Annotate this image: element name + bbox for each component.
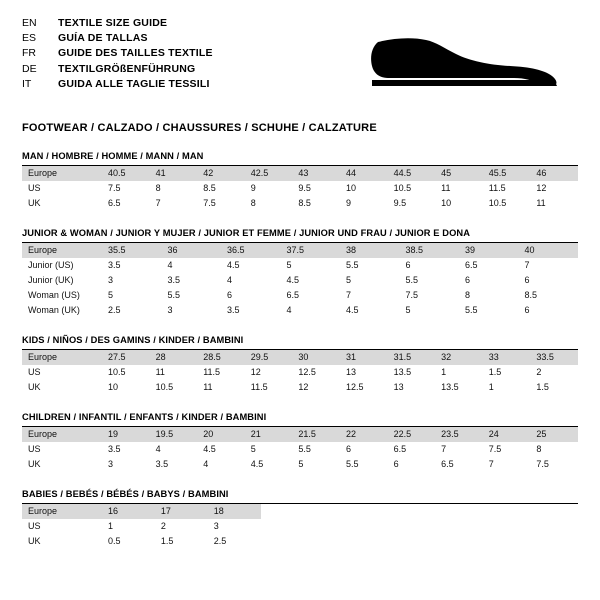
cell: 27.5 xyxy=(102,350,150,365)
cell: 5.5 xyxy=(167,290,181,300)
cell: 5 xyxy=(250,444,256,454)
cell-empty xyxy=(314,534,367,549)
cell: 2.5 xyxy=(108,305,121,315)
cell: 4.5 xyxy=(203,444,216,454)
cell: 8.5 xyxy=(298,198,311,208)
cell: 31 xyxy=(340,350,388,365)
row-label: UK xyxy=(28,382,41,392)
cell: 43 xyxy=(292,166,340,181)
cell: 8 xyxy=(536,444,542,454)
cell: 11.5 xyxy=(250,382,268,392)
cell: 4 xyxy=(203,459,209,469)
cell: 6.5 xyxy=(108,198,121,208)
cell: 11.5 xyxy=(203,367,221,377)
row-label: Junior (US) xyxy=(28,260,74,270)
language-title: TEXTILE SIZE GUIDE xyxy=(58,17,168,29)
cell: 36 xyxy=(162,243,222,258)
cell: 2 xyxy=(160,521,166,531)
cell: 12.5 xyxy=(345,382,364,392)
block-title: BABIES / BEBÉS / BÉBÉS / BABYS / BAMBINI xyxy=(22,489,229,499)
table-row xyxy=(22,243,578,258)
cell: 13.5 xyxy=(393,367,412,377)
cell: 8 xyxy=(155,183,161,193)
row-label: UK xyxy=(28,198,41,208)
cell: 3 xyxy=(213,521,219,531)
cell-empty xyxy=(314,504,367,519)
cell: 35.5 xyxy=(102,243,162,258)
cell: 1 xyxy=(108,521,114,531)
table-row xyxy=(22,166,578,181)
cell: 36.5 xyxy=(221,243,281,258)
cell: 31.5 xyxy=(388,350,436,365)
block-title: JUNIOR & WOMAN / JUNIOR Y MUJER / JUNIOR ET FEMME / JUNIOR UND FRAU / JUNIOR E DONA xyxy=(22,228,471,238)
cell: 3.5 xyxy=(167,275,181,285)
cell: 8.5 xyxy=(524,290,538,300)
cell: 5 xyxy=(405,305,411,315)
cell: 28 xyxy=(150,350,198,365)
cell: 10.5 xyxy=(108,367,126,377)
cell: 9 xyxy=(250,183,256,193)
cell: 19.5 xyxy=(150,427,198,442)
language-title: GUIDE DES TAILLES TEXTILE xyxy=(58,47,213,60)
cell: 7.5 xyxy=(203,198,216,208)
cell: 17 xyxy=(155,504,208,519)
language-title: GUIDA ALLE TAGLIE TESSILI xyxy=(58,77,210,90)
cell: 3.5 xyxy=(108,444,121,454)
cell: 6.5 xyxy=(286,290,300,300)
cell: 10 xyxy=(108,382,119,392)
cell: 7 xyxy=(524,260,530,270)
cell: 0.5 xyxy=(108,536,121,546)
cell: 5 xyxy=(286,260,292,270)
cell-empty xyxy=(419,534,472,549)
cell: 42 xyxy=(197,166,245,181)
cell: 18 xyxy=(208,504,261,519)
cell: 1.5 xyxy=(160,536,174,546)
table-row xyxy=(22,288,578,303)
language-code: ES xyxy=(22,32,37,45)
size-block-kids xyxy=(22,335,578,395)
cell: 6 xyxy=(393,459,399,469)
row-label: US xyxy=(28,521,41,531)
cell: 4 xyxy=(155,444,161,454)
size-table xyxy=(22,243,578,318)
cell: 12 xyxy=(298,382,309,392)
table-row xyxy=(22,303,578,318)
row-label: Europe xyxy=(22,504,102,519)
cell: 4 xyxy=(167,260,173,270)
language-row xyxy=(22,16,213,31)
cell-empty xyxy=(419,504,472,519)
cell: 4.5 xyxy=(346,305,359,315)
cell: 22.5 xyxy=(388,427,436,442)
row-label: US xyxy=(28,183,41,193)
cell-empty xyxy=(261,504,314,519)
cell: 7 xyxy=(441,444,447,454)
cell: 5.5 xyxy=(298,444,311,454)
cell-empty xyxy=(366,534,419,549)
size-table xyxy=(22,504,578,549)
cell: 10.5 xyxy=(488,198,507,208)
row-label: Europe xyxy=(22,350,102,365)
cell: 3.5 xyxy=(108,260,121,270)
cell: 7.5 xyxy=(536,459,549,469)
cell: 7 xyxy=(155,198,161,208)
cell: 13 xyxy=(393,382,404,392)
cell-empty xyxy=(525,504,578,519)
cell-empty xyxy=(472,534,525,549)
cell: 39 xyxy=(459,243,519,258)
cell: 7.5 xyxy=(488,444,502,454)
cell: 13 xyxy=(345,367,356,377)
cell: 45.5 xyxy=(483,166,531,181)
table-row xyxy=(22,181,578,196)
cell-empty xyxy=(472,504,525,519)
block-title: CHILDREN / INFANTIL / ENFANTS / KINDER / BAMBINI xyxy=(22,412,267,422)
cell: 16 xyxy=(102,504,155,519)
cell: 5 xyxy=(108,290,114,300)
cell: 8 xyxy=(465,290,471,300)
cell: 11.5 xyxy=(488,183,506,193)
cell: 10.5 xyxy=(393,183,412,193)
table-row xyxy=(22,380,578,395)
cell: 1 xyxy=(488,382,494,392)
cell: 40.5 xyxy=(102,166,150,181)
size-block-children xyxy=(22,412,578,472)
row-label: Europe xyxy=(22,243,102,258)
cell-empty xyxy=(366,504,419,519)
cell: 38 xyxy=(340,243,400,258)
block-title: MAN / HOMBRE / HOMME / MANN / MAN xyxy=(22,151,204,161)
cell: 44.5 xyxy=(388,166,436,181)
cell: 6.5 xyxy=(441,459,454,469)
cell: 23.5 xyxy=(435,427,483,442)
cell: 12 xyxy=(536,183,547,193)
cell: 7 xyxy=(346,290,352,300)
cell: 5.5 xyxy=(465,305,478,315)
cell: 5 xyxy=(346,275,352,285)
language-row xyxy=(22,62,213,77)
cell: 6 xyxy=(465,275,471,285)
cell: 1 xyxy=(441,367,447,377)
cell: 4.5 xyxy=(250,459,264,469)
cell: 9.5 xyxy=(298,183,311,193)
cell: 33.5 xyxy=(530,350,578,365)
cell: 11 xyxy=(536,198,546,208)
cell-empty xyxy=(366,519,419,534)
language-code: EN xyxy=(22,17,37,29)
cell: 45 xyxy=(435,166,483,181)
cell: 22 xyxy=(340,427,388,442)
cell: 13.5 xyxy=(441,382,459,392)
cell-empty xyxy=(472,519,525,534)
row-label: US xyxy=(28,367,41,377)
cell: 28.5 xyxy=(197,350,245,365)
cell: 12 xyxy=(250,367,261,377)
row-label: Woman (US) xyxy=(28,290,80,300)
language-code: IT xyxy=(22,77,32,90)
cell: 20 xyxy=(197,427,245,442)
size-block-babies xyxy=(22,489,578,549)
cell: 10 xyxy=(441,198,452,208)
cell: 4.5 xyxy=(286,275,300,285)
cell: 10.5 xyxy=(155,382,174,392)
cell: 4 xyxy=(286,305,292,315)
size-table xyxy=(22,350,578,395)
cell: 12.5 xyxy=(298,367,316,377)
table-row xyxy=(22,427,578,442)
cell: 3.5 xyxy=(227,305,240,315)
document-header xyxy=(22,16,578,108)
cell: 10 xyxy=(345,183,356,193)
cell: 1.5 xyxy=(536,382,549,392)
table-row xyxy=(22,442,578,457)
cell: 3.5 xyxy=(155,459,169,469)
page-title: FOOTWEAR / CALZADO / CHAUSSURES / SCHUHE / CALZATURE xyxy=(22,122,377,134)
cell: 8 xyxy=(250,198,256,208)
cell: 41 xyxy=(150,166,198,181)
row-label: US xyxy=(28,444,41,454)
table-row xyxy=(22,519,578,534)
cell: 3 xyxy=(108,275,114,285)
cell: 30 xyxy=(292,350,340,365)
cell-empty xyxy=(261,534,314,549)
cell-empty xyxy=(314,519,367,534)
cell: 5.5 xyxy=(345,459,359,469)
cell-empty xyxy=(261,519,314,534)
size-block-man xyxy=(22,151,578,211)
cell: 6 xyxy=(227,290,233,300)
cell: 6 xyxy=(405,260,411,270)
cell: 25 xyxy=(530,427,578,442)
cell: 7.5 xyxy=(405,290,419,300)
language-title: GUÍA DE TALLAS xyxy=(58,32,148,45)
table-row xyxy=(22,273,578,288)
cell: 29.5 xyxy=(245,350,293,365)
cell: 37.5 xyxy=(281,243,341,258)
cell: 5.5 xyxy=(346,260,359,270)
size-table xyxy=(22,166,578,211)
language-code: FR xyxy=(22,47,36,60)
cell: 46 xyxy=(530,166,578,181)
cell: 7.5 xyxy=(108,183,121,193)
table-row xyxy=(22,457,578,472)
cell: 6 xyxy=(524,305,530,315)
row-label: UK xyxy=(28,459,41,469)
cell: 24 xyxy=(483,427,531,442)
row-label: UK xyxy=(28,536,41,546)
cell: 9.5 xyxy=(393,198,407,208)
table-row xyxy=(22,504,578,519)
row-label: Europe xyxy=(22,427,102,442)
cell: 5.5 xyxy=(405,275,419,285)
cell: 21.5 xyxy=(292,427,340,442)
dress-shoe-icon xyxy=(364,32,564,94)
cell: 9 xyxy=(345,198,351,208)
cell: 6.5 xyxy=(465,260,478,270)
cell-empty xyxy=(525,519,578,534)
cell: 42.5 xyxy=(245,166,293,181)
cell: 11 xyxy=(155,367,165,377)
cell: 40 xyxy=(519,243,579,258)
cell-empty xyxy=(525,534,578,549)
cell-empty xyxy=(419,519,472,534)
row-label: Europe xyxy=(22,166,102,181)
cell: 32 xyxy=(435,350,483,365)
cell: 8.5 xyxy=(203,183,216,193)
cell: 6 xyxy=(345,444,351,454)
table-row xyxy=(22,196,578,211)
table-row xyxy=(22,350,578,365)
cell: 11 xyxy=(441,183,451,193)
cell: 44 xyxy=(340,166,388,181)
size-block-junior-woman xyxy=(22,228,578,318)
cell: 19 xyxy=(102,427,150,442)
cell: 2.5 xyxy=(213,536,227,546)
cell: 4.5 xyxy=(227,260,240,270)
cell: 4 xyxy=(227,275,233,285)
cell: 38.5 xyxy=(400,243,460,258)
language-row xyxy=(22,77,213,92)
language-code: DE xyxy=(22,62,37,75)
cell: 21 xyxy=(245,427,293,442)
language-row xyxy=(22,31,213,46)
cell: 33 xyxy=(483,350,531,365)
cell: 1.5 xyxy=(488,367,502,377)
cell: 3 xyxy=(108,459,114,469)
cell: 11 xyxy=(203,382,213,392)
cell: 2 xyxy=(536,367,542,377)
row-label: Junior (UK) xyxy=(28,275,74,285)
row-label: Woman (UK) xyxy=(28,305,80,315)
cell: 5 xyxy=(298,459,304,469)
language-title-list xyxy=(22,16,213,92)
table-row xyxy=(22,258,578,273)
language-title: TEXTILGRÖßENFÜHRUNG xyxy=(58,62,196,75)
cell: 7 xyxy=(488,459,494,469)
cell: 3 xyxy=(167,305,173,315)
table-row xyxy=(22,365,578,380)
block-title: KIDS / NIÑOS / DES GAMINS / KINDER / BAMBINI xyxy=(22,335,244,345)
table-row xyxy=(22,534,578,549)
cell: 6.5 xyxy=(393,444,407,454)
language-row xyxy=(22,46,213,61)
size-table xyxy=(22,427,578,472)
cell: 6 xyxy=(524,275,530,285)
